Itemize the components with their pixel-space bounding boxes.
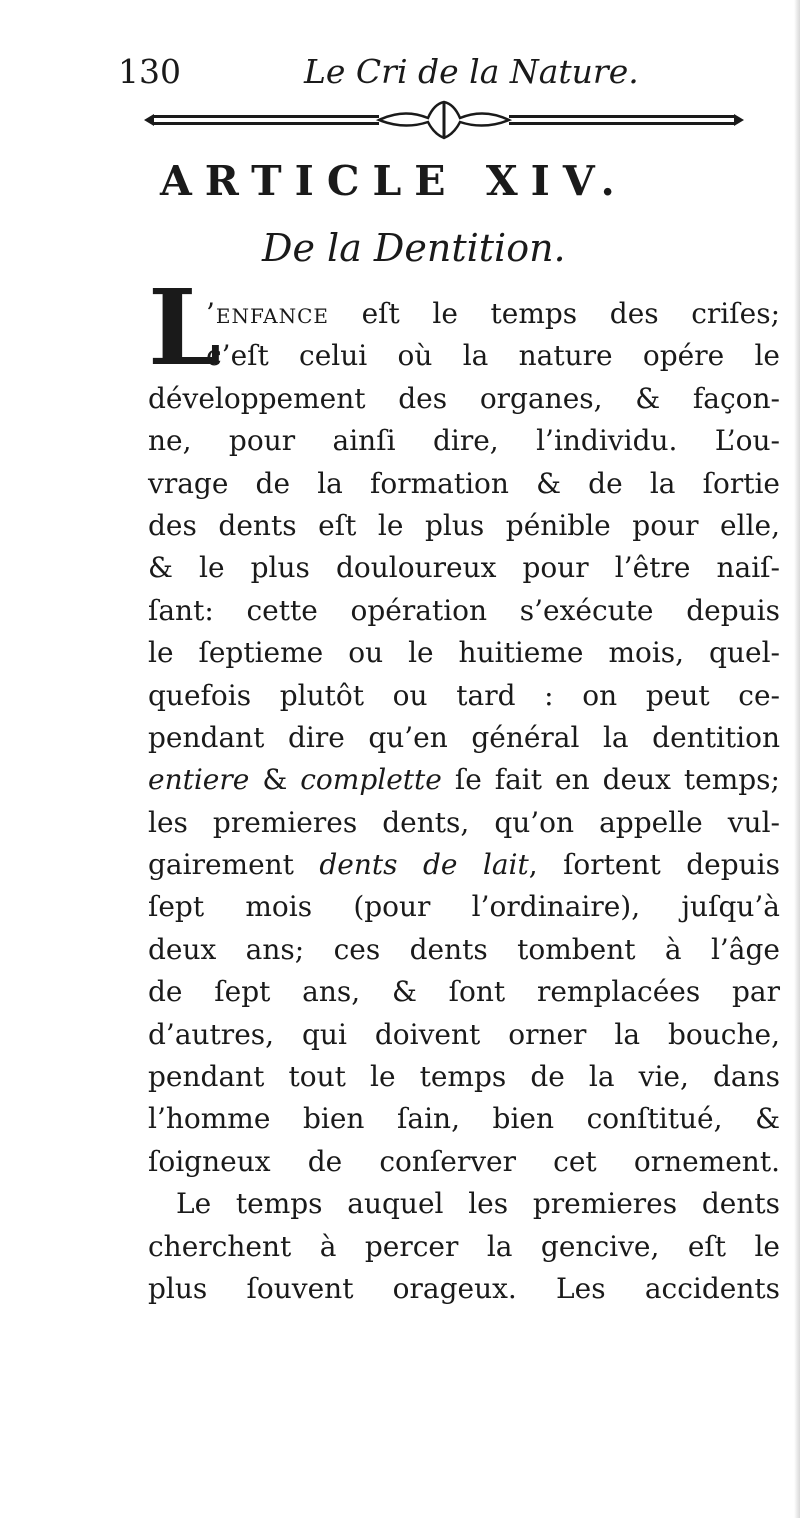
text-line — [148, 632, 780, 674]
text-line — [148, 378, 780, 420]
text-line — [148, 1098, 780, 1140]
text-line — [148, 886, 780, 928]
text-run: deux ans; ces dents tombent à l’âge — [148, 932, 780, 966]
text-run: des dents eſt le plus pénible pour elle, — [148, 508, 780, 542]
text-run: ſoigneux de conſerver cet ornement. — [148, 1144, 780, 1178]
text-line — [148, 971, 780, 1013]
text-run: quefois plutôt ou tard : on peut ce- — [148, 678, 780, 712]
text-line — [148, 463, 780, 505]
text-run: plus ſouvent orageux. Les accidents — [148, 1271, 780, 1305]
text-run: ne, pour ainſi dire, l’individu. L’ou- — [148, 424, 780, 458]
text-run: ſe fait en deux temps; — [441, 763, 780, 797]
text-run: vrage de la formation & de la ſortie — [148, 466, 780, 500]
article-title: ARTICLE XIV. — [160, 157, 628, 205]
text-run: Le temps auquel les premieres dents — [176, 1187, 780, 1221]
text-run: dents de lait — [319, 848, 529, 882]
text-body — [148, 293, 788, 1310]
text-line — [148, 759, 780, 801]
text-line — [148, 547, 780, 589]
text-line — [148, 1268, 780, 1310]
text-run: entiere — [148, 763, 250, 797]
page-header — [118, 52, 698, 92]
text-run: d’autres, qui doivent orner la bouche, — [148, 1017, 780, 1051]
text-line — [148, 675, 780, 717]
text-run: ’enfance — [206, 297, 329, 330]
page-edge-shadow — [794, 0, 800, 1518]
page-number: 130 — [118, 52, 181, 91]
text-line — [148, 1226, 780, 1268]
text-run: & — [249, 763, 301, 797]
text-run: , ſortent depuis — [528, 848, 780, 882]
text-run: gairement — [148, 848, 320, 882]
drop-cap: L — [148, 266, 222, 389]
section-subtitle: De la Dentition. — [262, 226, 566, 270]
running-title: Le Cri de la Nature. — [304, 52, 639, 91]
text-line — [148, 717, 780, 759]
text-run: de ſept ans, & ſont remplacées par — [148, 975, 780, 1009]
text-run: le ſeptieme ou le huitieme mois, quel- — [148, 636, 780, 670]
text-run: ſant: cette opération s’exécute depuis — [148, 593, 780, 627]
text-run: eſt le temps des criſes; — [328, 297, 780, 330]
text-line — [148, 844, 780, 886]
text-run: c’eſt celui où la nature opére le — [206, 339, 780, 373]
text-line — [206, 293, 780, 335]
text-line — [148, 1141, 780, 1183]
text-line — [148, 802, 780, 844]
text-run: complette — [300, 763, 442, 797]
text-line — [206, 335, 780, 377]
text-line — [148, 1056, 780, 1098]
text-run: & le plus douloureux pour l’être naiſ- — [148, 551, 780, 585]
text-run: pendant tout le temps de la vie, dans — [148, 1060, 780, 1094]
text-run: cherchent à percer la gencive, eſt le — [148, 1229, 780, 1263]
text-run: développement des organes, & façon- — [148, 381, 780, 415]
text-line — [148, 1014, 780, 1056]
text-line — [148, 420, 780, 462]
text-run: ſept mois (pour l’ordinaire), juſqu’à — [148, 890, 780, 924]
text-line — [148, 505, 780, 547]
text-run: l’homme bien ſain, bien conſtitué, & — [148, 1102, 780, 1136]
text-line — [176, 1183, 780, 1225]
text-run: pendant dire qu’en général la dentition — [148, 720, 780, 754]
text-run: les premieres dents, qu’on appelle vul- — [148, 805, 780, 839]
decorative-rule-ornament-icon — [144, 100, 744, 140]
text-line — [148, 590, 780, 632]
text-line — [148, 929, 780, 971]
